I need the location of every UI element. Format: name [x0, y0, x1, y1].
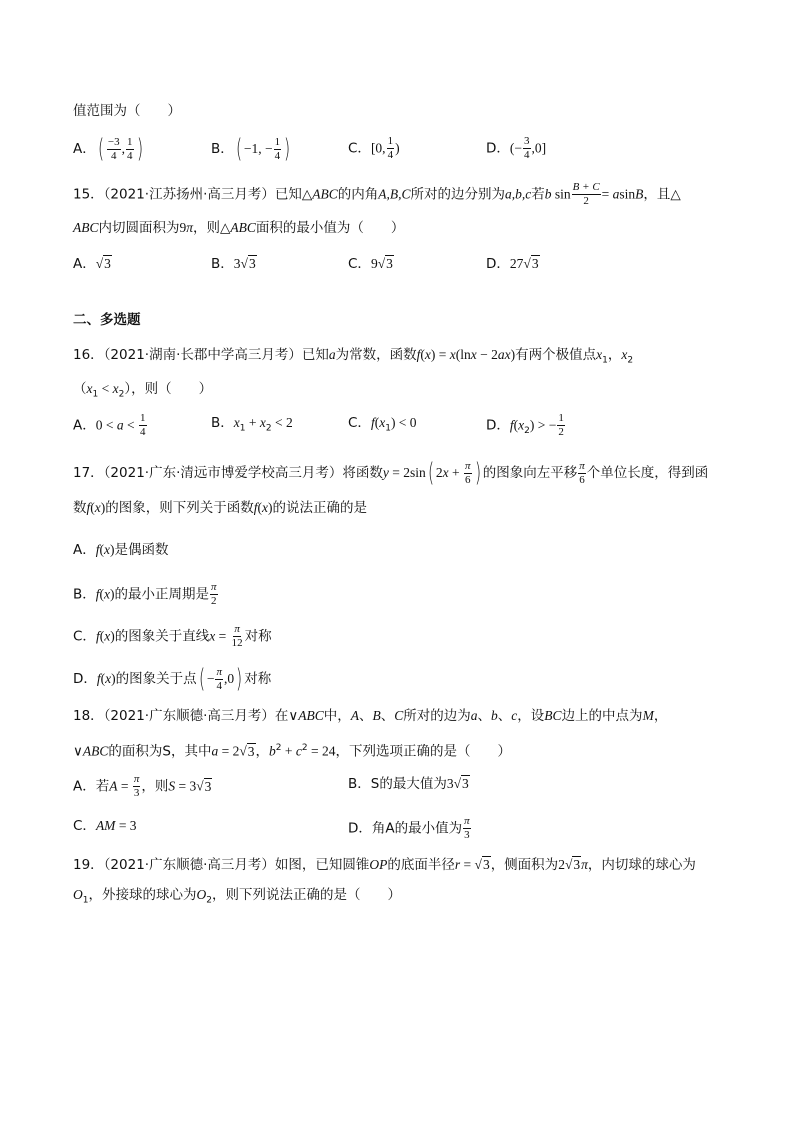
q16-option-c: C．$f(x_1) < 0$: [348, 415, 417, 434]
q19-line2: $O_1$，外接球的球心为$O_2$，则下列说法正确的是（ ）: [73, 887, 401, 906]
q17-option-c: C．f(x)的图象关于直线x = $\frac{\pi}{12}$ 对称: [73, 623, 272, 649]
q16-line2: $(x_1 < x_2)$，则（ ）: [73, 381, 213, 400]
q18-option-c: C．AM = 3: [73, 818, 137, 834]
q14-option-c: C．[0, $\frac{1}{4}$ ): [348, 135, 400, 161]
q14-tail-text: 值范围为（ ）: [73, 103, 181, 119]
q18-line1: 18．（2021·广东顺德·高三月考）在∨ABC中，A、B、C所对的边为a、b、c，设BC边上的中点为M，: [73, 708, 668, 724]
q17-line1: 17．（2021·广东·清远市博爱学校高三月考）将函数y = 2sin( 2x + $\frac{\pi}{6}$ ) 的图象向左平移 $\frac{\pi}{6}$ 个单位长度，得到函: [73, 458, 709, 488]
q15-line1: 15．（2021·江苏扬州·高三月考）已知△ABC的内角A,B,C所对的边分别为a,b,c若b sin $\frac{B + C}{2}$ = asinB，且△: [73, 181, 681, 207]
q17-option-b: B．f(x)的最小正周期是 $\frac{\pi}{2}$: [73, 581, 217, 607]
q16-option-d: D．$f(x_2)$ > − $\frac{1}{2}$: [486, 412, 564, 438]
section-title-multiple-choice: 二、多选题: [73, 312, 141, 328]
q14-option-b: B．( −1, − $\frac{1}{4}$ ): [211, 134, 291, 164]
q15-option-d: D．27√3: [486, 256, 539, 272]
q17-option-d: D．f(x)的图象关于点( − $\frac{\pi}{4}$ ,0) 对称: [73, 664, 272, 694]
q17-option-a: A．f(x)是偶函数: [73, 542, 169, 558]
q15-option-b: B．3√3: [211, 256, 256, 272]
q15-option-c: C．9√3: [348, 256, 393, 272]
q19-line1: 19．（2021·广东顺德·高三月考）如图，已知圆锥OP的底面半径r = √3，侧面积为2√3π，内切球的球心为: [73, 857, 696, 873]
q14-option-a: A．( $\frac{-3}{4}$ , $\frac{1}{4}$ ): [73, 134, 143, 164]
q16-line1: 16．（2021·湖南·长郡中学高三月考）已知a为常数，函数f(x) = x(lnx − 2ax)有两个极值点$x_1$，$x_2$: [73, 347, 634, 366]
q14-option-d: D．(− $\frac{3}{4}$ ,0]: [486, 135, 547, 161]
q15-line2: ABC内切圆面积为9π，则△ABC面积的最小值为（ ）: [73, 220, 405, 236]
q18-option-a: A．若A = $\frac{\pi}{3}$ ，则S = 3√3: [73, 773, 212, 799]
q16-option-a: A．0 < a < $\frac{1}{4}$: [73, 412, 146, 438]
q15-option-a: A．√3: [73, 256, 111, 272]
q18-option-d: D．角A的最小值为 $\frac{\pi}{3}$: [348, 815, 470, 841]
q18-option-b: B．S的最大值为3√3: [348, 776, 469, 792]
q17-line2: 数f(x)的图象，则下列关于函数f(x)的说法正确的是: [73, 500, 368, 516]
q18-line2: ∨ABC的面积为S，其中a = 2√3，$b^2 + c^2 = 24$，下列选项正确的是（ ）: [73, 743, 511, 760]
q16-option-b: B．$x_1 + x_2 < 2$: [211, 415, 293, 434]
